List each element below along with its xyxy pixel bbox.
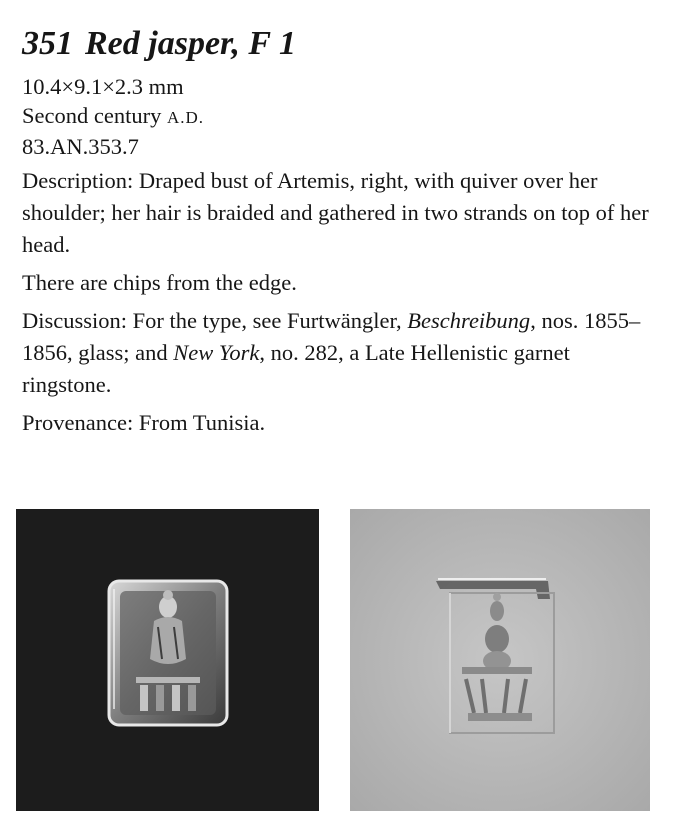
date-era: A.D. (166, 108, 205, 127)
accession-number: 83.AN.353.7 (22, 134, 139, 159)
discussion (22, 305, 662, 401)
reference-new-york: New York (173, 340, 260, 365)
discussion-middle: , nos. 1855–1856, glass; and (22, 308, 641, 365)
entry-title (22, 22, 662, 66)
discussion-prefix: Discussion: For the type, see Furtwängler, (22, 308, 408, 333)
discussion-suffix: , no. 282, a Late Hellenistic garnet ringstone. (22, 340, 570, 397)
entry-number: 351 (22, 25, 73, 62)
catalog-entry (22, 22, 662, 439)
impression-photo (350, 509, 650, 811)
dimensions: 10.4×9.1×2.3 mm (22, 74, 184, 99)
condition: There are chips from the edge. (22, 270, 297, 295)
date-prefix: Second century (22, 103, 167, 128)
description: Description: Draped bust of Artemis, right, with quiver over her shoulder; her hair is braided and gathered in two strands on top of her head. (22, 168, 649, 257)
reference-beschreibung: Beschreibung (407, 308, 531, 333)
entry-title-text: Red jasper, F 1 (85, 25, 296, 62)
provenance: Provenance: From Tunisia. (22, 410, 266, 435)
date (22, 101, 662, 132)
gem-photo (16, 509, 319, 811)
